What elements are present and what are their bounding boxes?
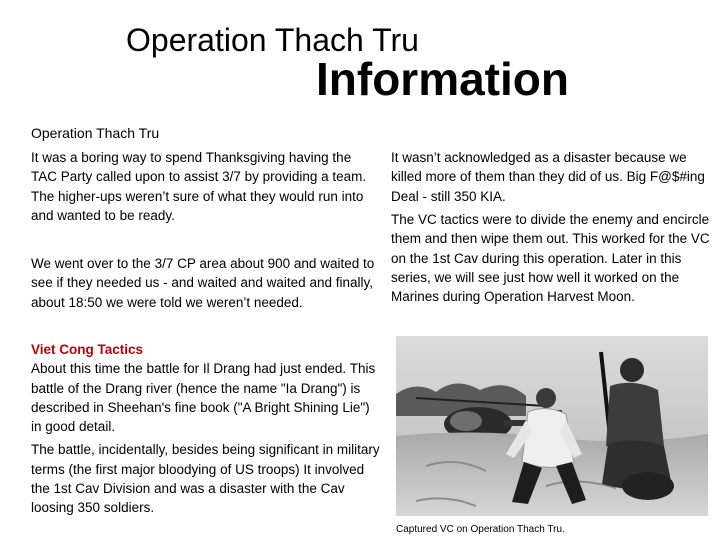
left-paragraph-1: It was a boring way to spend Thanksgiving having the TAC Party called upon to assist 3/7 by providing a team. The higher-ups weren’t sure of what they would run into and wanted to be ready. xyxy=(31,150,367,223)
section-title: Viet Cong Tactics xyxy=(31,342,144,357)
photo-illustration xyxy=(396,336,708,516)
right-paragraph-1: It wasn’t acknowledged as a disaster because we killed more of them than they did of us. Big F@$#ing Deal - still 350 KIA. xyxy=(391,150,705,204)
viet-cong-tactics-section xyxy=(31,340,381,518)
section-paragraph-1: About this time the battle for Il Drang had just ended. This battle of the Drang river (hence the name "Ia Drang") is described in Sheehan's fine book ("A Bright Shining Lie") in good detail. xyxy=(31,361,376,435)
captured-vc-photo xyxy=(396,336,708,516)
photo-caption: Captured VC on Operation Thach Tru. xyxy=(396,524,565,535)
right-paragraph-2: The VC tactics were to divide the enemy and encircle them and then wipe them out. This worked for the VC on the 1st Cav during this operation. Later in this series, we will see just how well it worked on the Marines during Operation Harvest Moon. xyxy=(391,212,710,305)
section-paragraph-2: The battle, incidentally, besides being significant in military terms (the first major bloodying of US troops) It involved the 1st Cav Division and was a disaster with the Cav loosing 350 soldiers. xyxy=(31,442,380,516)
subheading: Operation Thach Tru xyxy=(31,125,160,141)
title-line-2: Information xyxy=(316,53,569,105)
title-line-1: Operation Thach Tru xyxy=(126,22,419,58)
left-paragraph-2: We went over to the 3/7 CP area about 900 and waited to see if they needed us - and waited and waited and finally, about 18:50 we were told we weren’t needed. xyxy=(31,256,375,310)
